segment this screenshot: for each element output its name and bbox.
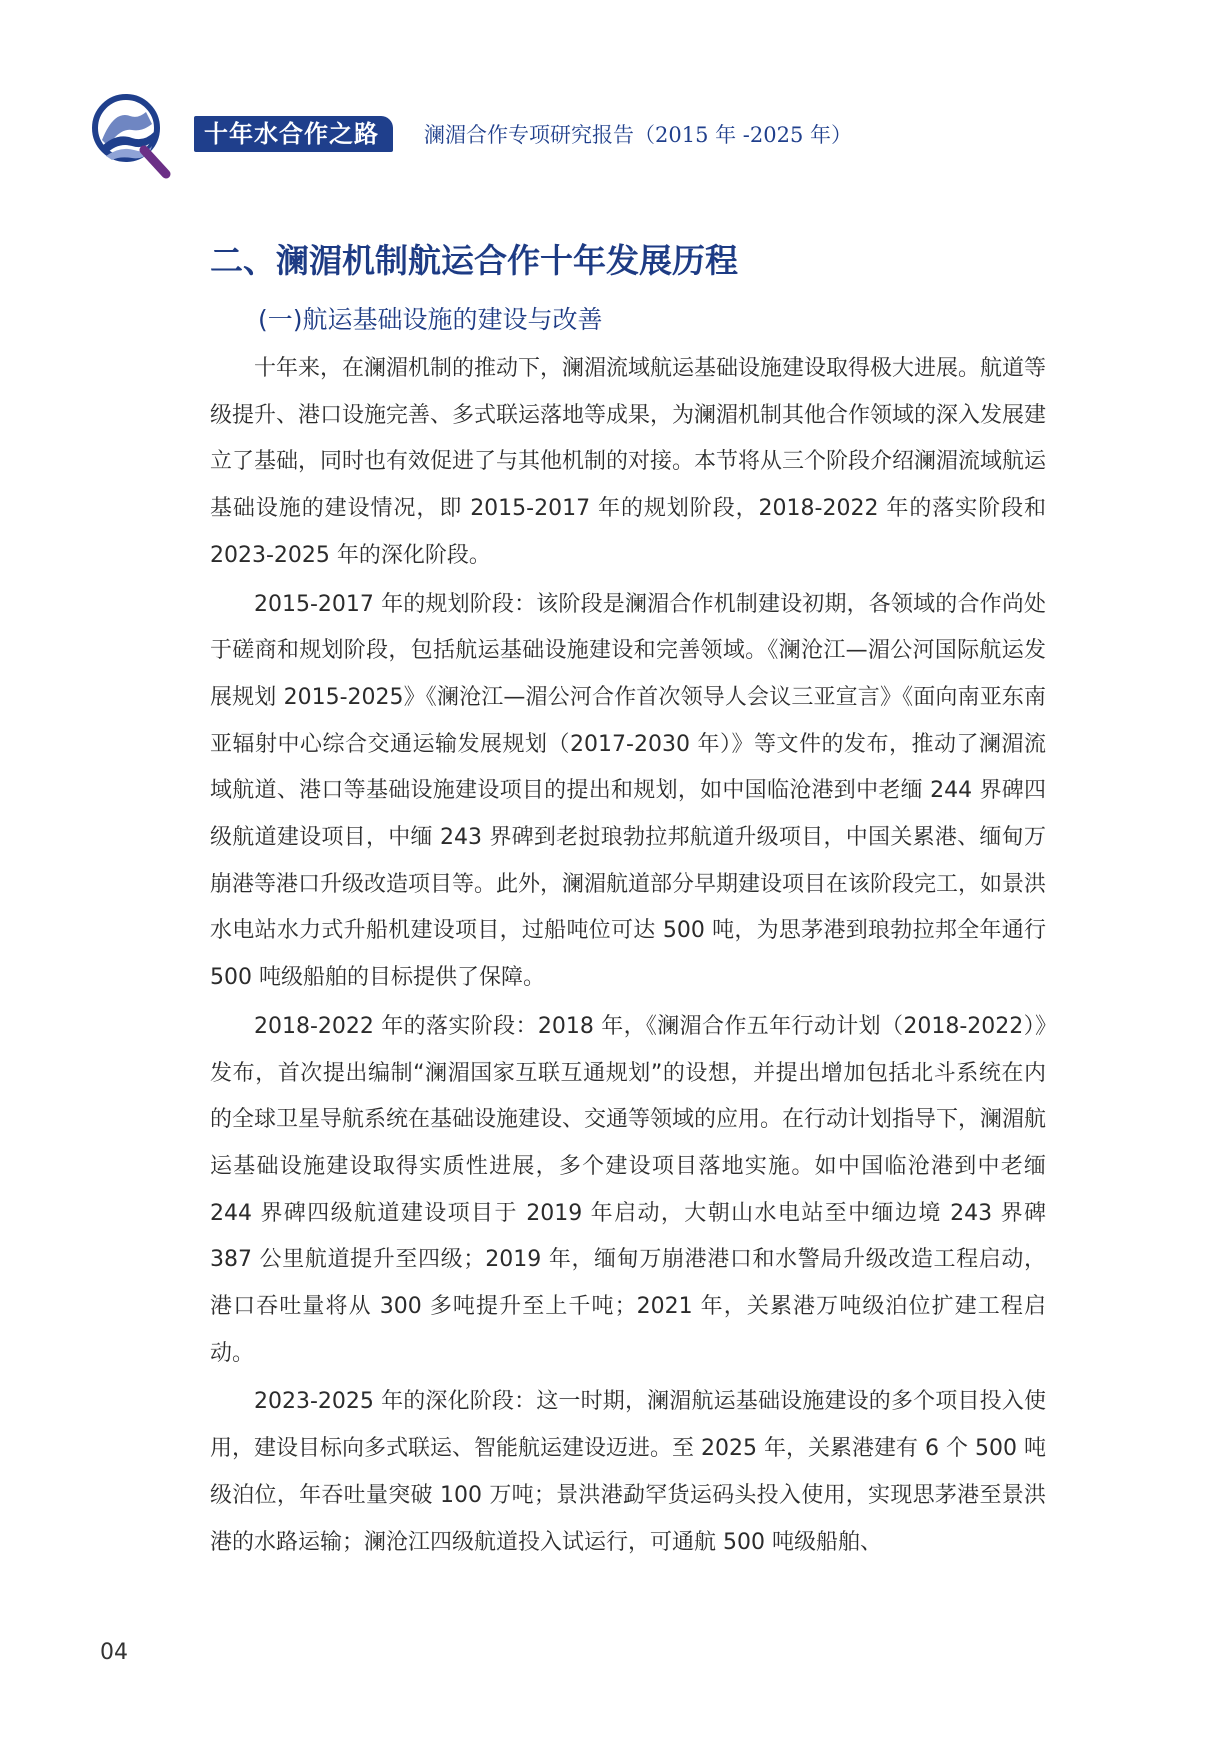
series-title-tag: 十年水合作之路 <box>194 116 393 152</box>
section-title: 二、澜湄机制航运合作十年发展历程 <box>210 241 738 280</box>
paragraph-deepening-stage: 2023-2025 年的深化阶段：这一时期，澜湄航运基础设施建设的多个项目投入使用，建设目标向多式联运、智能航运建设迈进。至 2025 年，关累港建有 6 个 500 吨级泊位，年吞吐量突破 100 万吨；景洪港勐罕货运码头投入使用，实现思茅港至景洪港的水路运输；澜沧江四级航道投入试运行，可通航 500 吨级船舶、 <box>210 1389 1046 1555</box>
paragraph-intro: 十年来，在澜湄机制的推动下，澜湄流域航运基础设施建设取得极大进展。航道等级提升、港口设施完善、多式联运落地等成果，为澜湄机制其他合作领域的深入发展建立了基础，同时也有效促进了与其他机制的对接。本节将从三个阶段介绍澜湄流域航运基础设施的建设情况，即 2015-2017 年的规划阶段，2018-2022 年的落实阶段和 2023-2025 年的深化阶段。 <box>210 356 1047 568</box>
paragraph-planning-stage: 2015-2017 年的规划阶段：该阶段是澜湄合作机制建设初期，各领域的合作尚处于磋商和规划阶段，包括航运基础设施建设和完善领域。《澜沧江—湄公河国际航运发展规划 2015-2025》《澜沧江—湄公河合作首次领导人会议三亚宣言》《面向南亚东南亚辐射中心综合交通运输发展规划（2017-2030 年）》等文件的发布，推动了澜湄流域航道、港口等基础设施建设项目的提出和规划，如中国临沧港到中老缅 244 界碑四级航道建设项目，中缅 243 界碑到老挝琅勃拉邦航道升级项目，中国关累港、缅甸万崩港等港口升级改造项目等。此外，澜湄航道部分早期建设项目在该阶段完工，如景洪水电站水力式升船机建设项目，过船吨位可达 500 吨，为思茅港到琅勃拉邦全年通行 500 吨级船舶的目标提供了保障。 <box>210 591 1047 991</box>
page-header <box>86 82 986 182</box>
magnifier-river-logo-icon <box>86 88 178 180</box>
page-number: 04 <box>100 1640 128 1665</box>
paragraph-implementation-stage: 2018-2022 年的落实阶段：2018 年，《澜湄合作五年行动计划（2018-2022）》发布，首次提出编制“澜湄国家互联互通规划”的设想，并提出增加包括北斗系统在内的全球卫星导航系统在基础设施建设、交通等领域的应用。在行动计划指导下，澜湄航运基础设施建设取得实质性进展，多个建设项目落地实施。如中国临沧港到中老缅 244 界碑四级航道建设项目于 2019 年启动，大朝山水电站至中缅边境 243 界碑 387 公里航道提升至四级；2019 年，缅甸万崩港港口和水警局升级改造工程启动，港口吞吐量将从 300 多吨提升至上千吨；2021 年，关累港万吨级泊位扩建工程启动。 <box>210 1013 1047 1366</box>
body-text <box>210 346 1046 1568</box>
subsection-title: (一)航运基础设施的建设与改善 <box>258 305 603 334</box>
report-subtitle: 澜湄合作专项研究报告（2015 年 -2025 年） <box>424 123 853 147</box>
